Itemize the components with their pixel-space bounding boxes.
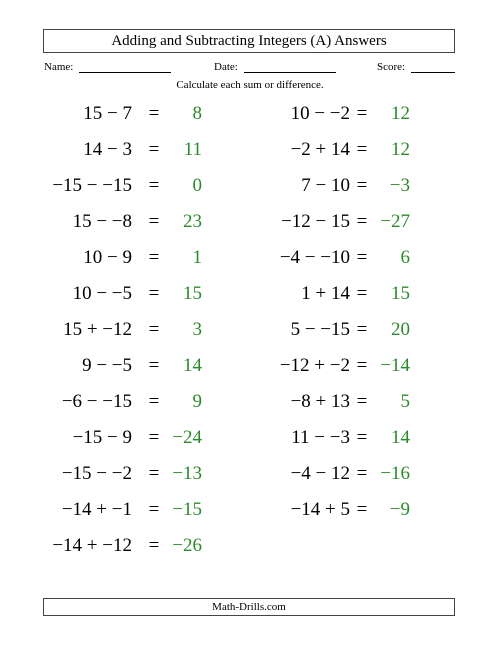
equals-sign: = bbox=[356, 103, 368, 124]
equals-sign: = bbox=[148, 103, 160, 124]
problem-answer: −3 bbox=[389, 175, 410, 196]
equals-sign: = bbox=[356, 499, 368, 520]
date-line bbox=[244, 61, 336, 73]
problem-answer: 8 bbox=[192, 103, 202, 124]
name-label: Name: bbox=[44, 61, 74, 73]
problem-answer: 15 bbox=[183, 283, 202, 304]
problem-row bbox=[0, 353, 500, 379]
date-label: Date: bbox=[214, 61, 238, 73]
equals-sign: = bbox=[356, 175, 368, 196]
equals-sign: = bbox=[356, 427, 368, 448]
problem-answer: 20 bbox=[391, 319, 410, 340]
equals-sign: = bbox=[148, 283, 160, 304]
problem-answer: 5 bbox=[400, 391, 410, 412]
problem-expression: 14 − 3 bbox=[83, 139, 132, 160]
problem-expression: 10 − −2 bbox=[290, 103, 350, 124]
problem-row bbox=[0, 101, 500, 127]
problem-answer: −15 bbox=[172, 499, 202, 520]
equals-sign: = bbox=[356, 139, 368, 160]
name-line bbox=[79, 61, 171, 73]
problem-row bbox=[0, 425, 500, 451]
equals-sign: = bbox=[148, 499, 160, 520]
problem-answer: −24 bbox=[172, 427, 202, 448]
problem-row bbox=[0, 533, 500, 559]
problem-expression: −4 − −10 bbox=[279, 247, 350, 268]
problem-answer: 14 bbox=[183, 355, 202, 376]
problem-answer: 6 bbox=[400, 247, 410, 268]
problem-row bbox=[0, 281, 500, 307]
problem-expression: −12 − 15 bbox=[281, 211, 350, 232]
score-label: Score: bbox=[377, 61, 406, 73]
problem-answer: 14 bbox=[391, 427, 410, 448]
equals-sign: = bbox=[148, 391, 160, 412]
problem-row bbox=[0, 245, 500, 271]
score-line bbox=[411, 61, 455, 73]
problem-expression: −4 − 12 bbox=[290, 463, 350, 484]
equals-sign: = bbox=[148, 247, 160, 268]
equals-sign: = bbox=[356, 211, 368, 232]
problem-row bbox=[0, 137, 500, 163]
problem-row bbox=[0, 389, 500, 415]
equals-sign: = bbox=[148, 175, 160, 196]
problem-expression: 15 + −12 bbox=[63, 319, 132, 340]
problem-expression: 10 − −5 bbox=[72, 283, 132, 304]
equals-sign: = bbox=[148, 535, 160, 556]
problem-row bbox=[0, 173, 500, 199]
problem-row bbox=[0, 209, 500, 235]
problem-expression: −14 + −1 bbox=[61, 499, 132, 520]
problem-expression: −15 − −15 bbox=[52, 175, 132, 196]
equals-sign: = bbox=[148, 319, 160, 340]
problem-expression: 5 − −15 bbox=[290, 319, 350, 340]
worksheet-title: Adding and Subtracting Integers (A) Answers bbox=[43, 29, 455, 53]
equals-sign: = bbox=[148, 211, 160, 232]
problem-answer: 15 bbox=[391, 283, 410, 304]
problem-answer: 12 bbox=[391, 103, 410, 124]
equals-sign: = bbox=[356, 319, 368, 340]
problem-expression: −6 − −15 bbox=[61, 391, 132, 412]
problem-answer: −9 bbox=[389, 499, 410, 520]
problem-expression: −14 + −12 bbox=[52, 535, 132, 556]
problem-answer: 0 bbox=[192, 175, 202, 196]
score-field bbox=[377, 61, 455, 73]
problem-expression: −2 + 14 bbox=[290, 139, 350, 160]
problem-expression: −8 + 13 bbox=[290, 391, 350, 412]
problem-expression: 10 − 9 bbox=[83, 247, 132, 268]
problem-expression: −15 − −2 bbox=[61, 463, 132, 484]
problem-answer: 12 bbox=[391, 139, 410, 160]
problem-expression: 15 − −8 bbox=[72, 211, 132, 232]
name-field bbox=[44, 61, 171, 73]
problem-expression: 7 − 10 bbox=[301, 175, 350, 196]
problem-expression: 9 − −5 bbox=[82, 355, 132, 376]
problem-answer: 11 bbox=[183, 139, 202, 160]
problem-expression: −12 + −2 bbox=[279, 355, 350, 376]
equals-sign: = bbox=[356, 283, 368, 304]
problem-expression: 11 − −3 bbox=[291, 427, 350, 448]
problem-answer: −16 bbox=[380, 463, 410, 484]
date-field bbox=[214, 61, 336, 73]
footer: Math-Drills.com bbox=[43, 598, 455, 616]
instructions: Calculate each sum or difference. bbox=[176, 79, 324, 91]
equals-sign: = bbox=[356, 463, 368, 484]
problem-expression: 15 − 7 bbox=[83, 103, 132, 124]
equals-sign: = bbox=[148, 139, 160, 160]
problem-expression: 1 + 14 bbox=[301, 283, 350, 304]
problem-answer: −27 bbox=[380, 211, 410, 232]
problem-expression: −14 + 5 bbox=[290, 499, 350, 520]
problem-row bbox=[0, 497, 500, 523]
problem-answer: 9 bbox=[192, 391, 202, 412]
problem-answer: 23 bbox=[183, 211, 202, 232]
problem-expression: −15 − 9 bbox=[72, 427, 132, 448]
equals-sign: = bbox=[148, 355, 160, 376]
equals-sign: = bbox=[356, 391, 368, 412]
problem-answer: −14 bbox=[380, 355, 410, 376]
problem-answer: −13 bbox=[172, 463, 202, 484]
equals-sign: = bbox=[148, 463, 160, 484]
problem-answer: 1 bbox=[192, 247, 202, 268]
problem-row bbox=[0, 461, 500, 487]
problem-answer: 3 bbox=[192, 319, 202, 340]
equals-sign: = bbox=[356, 247, 368, 268]
equals-sign: = bbox=[148, 427, 160, 448]
problem-answer: −26 bbox=[172, 535, 202, 556]
equals-sign: = bbox=[356, 355, 368, 376]
problem-row bbox=[0, 317, 500, 343]
